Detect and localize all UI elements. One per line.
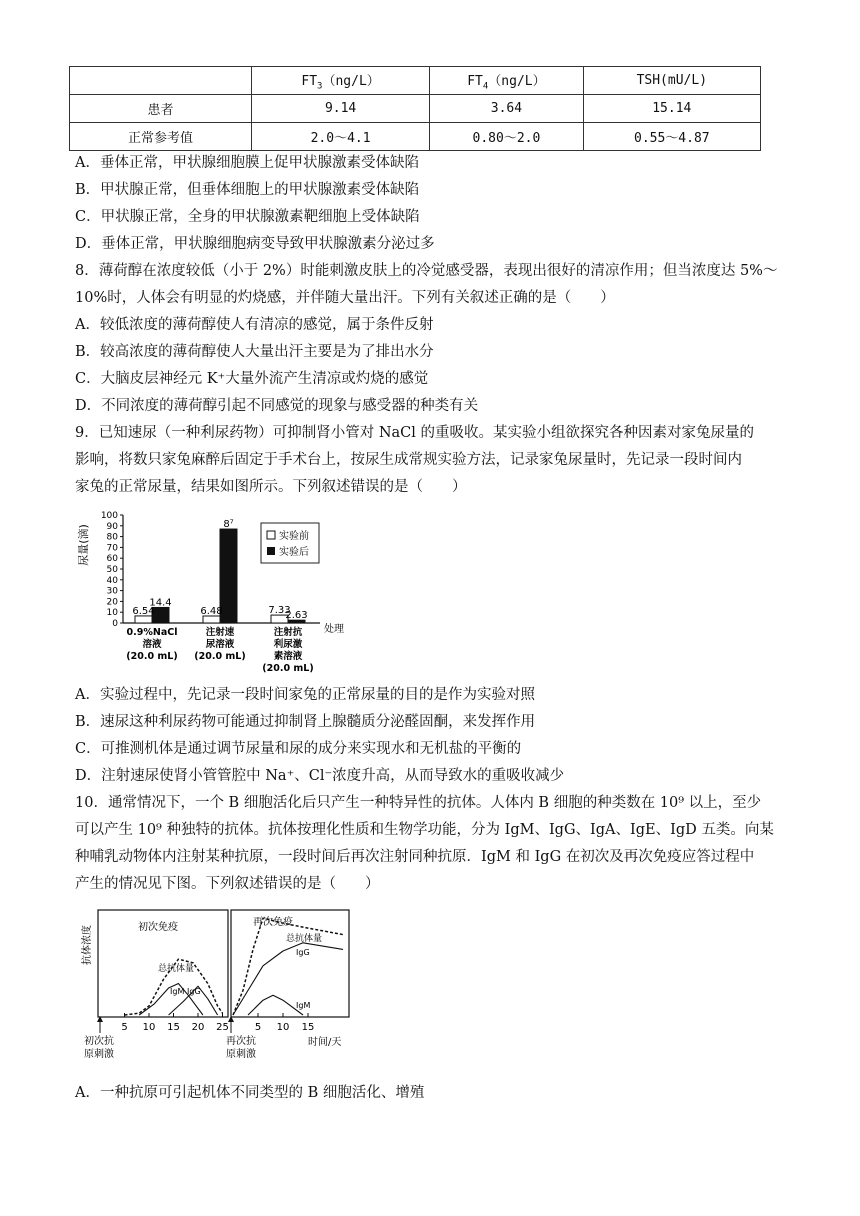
- q10-stem: 种哺乳动物体内注射某种抗原，一段时间后再次注射同种抗原．IgM 和 IgG 在初次及再次免疫应答过程中: [75, 849, 755, 865]
- q10-stem: 10．通常情况下，一个 B 细胞活化后只产生一种特异性的抗体。人体内 B 细胞的种类数在 10⁹ 以上，至少: [75, 795, 762, 811]
- table-cell: 3.64: [430, 95, 583, 123]
- q9-stem: 影响，将数只家兔麻醉后固定于手术台上，按尿生成常规实验方法，记录家兔尿量时，先记录一段时间内: [75, 452, 742, 468]
- panel1-title: 初次免疫: [138, 922, 178, 933]
- q9-stem: 家兔的正常尿量，结果如图所示。下列叙述错误的是（ ）: [75, 479, 467, 495]
- thyroid-lab-table: [69, 66, 761, 151]
- category-label: 注射速: [205, 627, 235, 638]
- y-tick-label: 10: [106, 608, 118, 619]
- x-tick-label: 25: [216, 1022, 229, 1033]
- stim2-label: 原刺激: [226, 1049, 256, 1060]
- stim1-label: 初次抗: [84, 1036, 114, 1047]
- q9-stem: 9．已知速尿（一种利尿药物）可抑制肾小管对 NaCl 的重吸收。某实验小组欲探究各种因素对家兔尿量的: [75, 425, 755, 441]
- category-label: (20.0 mL): [126, 651, 178, 662]
- q10-stem: 可以产生 10⁹ 种独特的抗体。抗体按理化性质和生物学功能，分为 IgM、IgG、IgA、IgE、IgD 五类。向某: [75, 822, 774, 838]
- q10-stem: 产生的情况见下图。下列叙述错误的是（ ）: [75, 876, 380, 892]
- chart2-ylabel: 抗体浓度: [82, 925, 93, 965]
- bar-data-label: 8⁷: [223, 519, 234, 531]
- q8-option-d: D．不同浓度的薄荷醇引起不同感觉的现象与感受器的种类有关: [75, 398, 479, 414]
- bar-data-label: 2.63: [285, 610, 308, 622]
- y-tick-label: 50: [106, 565, 118, 575]
- category-label: 利尿激: [273, 639, 303, 650]
- q9-option-b: B．速尿这种利尿药物可能通过抑制肾上腺髓质分泌醛固酮，来发挥作用: [75, 714, 536, 730]
- q7-option-c: C．甲状腺正常，全身的甲状腺激素靶细胞上受体缺陷: [75, 209, 420, 225]
- table-cell: 2.0～4.1: [251, 123, 429, 151]
- table-cell: 正常参考值: [70, 123, 252, 151]
- urine-volume-bar-chart: [75, 505, 365, 675]
- q9-option-a: A．实验过程中，先记录一段时间家兔的正常尿量的目的是作为实验对照: [75, 687, 535, 703]
- table-header-tsh: TSH(mU/L): [583, 67, 760, 95]
- y-tick-label: 70: [106, 543, 118, 554]
- q10-option-a: A．一种抗原可引起机体不同类型的 B 细胞活化、增殖: [75, 1085, 425, 1101]
- q7-option-b: B．甲状腺正常，但垂体细胞上的甲状腺激素受体缺陷: [75, 182, 420, 198]
- curve-igm: [248, 995, 303, 1015]
- category-label: 尿溶液: [205, 639, 235, 650]
- x-tick-label: 15: [301, 1022, 315, 1033]
- y-tick-label: 40: [106, 575, 118, 586]
- table-cell: 9.14: [251, 95, 429, 123]
- chart1-xlabel: 处理: [324, 624, 344, 635]
- q8-option-b: B．较高浓度的薄荷醇使人大量出汗主要是为了排出水分: [75, 344, 434, 360]
- category-label: 素溶液: [273, 651, 303, 662]
- y-tick-label: 60: [106, 554, 118, 565]
- y-tick-label: 30: [106, 586, 118, 597]
- table-cell: [70, 67, 252, 95]
- y-tick-label: 80: [106, 532, 118, 543]
- bar-data-label: 6.48: [200, 606, 223, 618]
- x-tick-label: 10: [142, 1022, 156, 1033]
- curve-total: [233, 918, 343, 1015]
- legend-swatch-before: [267, 531, 275, 539]
- bar-data-label: 7.33: [268, 605, 291, 617]
- label-igm-2: IgM: [296, 1001, 311, 1010]
- category-label: 溶液: [142, 639, 162, 650]
- chart1-ylabel: 尿量(滴): [77, 524, 90, 566]
- stim2-label: 再次抗: [226, 1036, 256, 1047]
- panel2-title: 再次免疫: [253, 917, 293, 928]
- bar-data-label: 6.54: [132, 605, 155, 617]
- table-header-row: [70, 67, 761, 95]
- label-igg-2: IgG: [296, 948, 310, 957]
- q8-stem: 8．薄荷醇在浓度较低（小于 2%）时能刺激皮肤上的冷觉感受器，表现出很好的清凉作用；但当浓度达 5%～: [75, 263, 778, 279]
- legend-label-before: 实验前: [279, 531, 309, 542]
- table-row: [70, 95, 761, 123]
- q7-option-a: A．垂体正常，甲状腺细胞膜上促甲状腺激素受体缺陷: [75, 155, 419, 171]
- antibody-response-chart: [78, 905, 378, 1065]
- y-tick-label: 100: [100, 511, 118, 521]
- y-tick-label: 20: [106, 597, 118, 608]
- y-tick-label: 0: [112, 619, 118, 629]
- x-tick-label: 10: [276, 1022, 290, 1033]
- table-header-ft4: $FT_4(ng/L)$: [430, 67, 583, 95]
- bar-data-label: 14.4: [149, 597, 172, 609]
- category-label: 0.9%NaCl: [126, 627, 178, 638]
- x-tick-label: 15: [167, 1022, 180, 1033]
- table-row: [70, 123, 761, 151]
- x-tick-label: 5: [121, 1022, 128, 1033]
- legend-swatch-after: [267, 547, 275, 555]
- q8-option-a: A．较低浓度的薄荷醇使人有清凉的感觉，属于条件反射: [75, 317, 434, 333]
- x-tick-label: 5: [254, 1022, 262, 1033]
- table-cell: 0.55～4.87: [583, 123, 760, 151]
- q8-option-c: C．大脑皮层神经元 K⁺大量外流产生清凉或灼烧的感觉: [75, 371, 429, 387]
- table-cell: 0.80～2.0: [430, 123, 583, 151]
- category-label: 注射抗: [273, 627, 303, 638]
- y-tick-label: 90: [106, 521, 118, 532]
- label-igm-1: IgM: [170, 987, 185, 996]
- table-cell: 患者: [70, 95, 252, 123]
- label-total-2: 总抗体量: [286, 934, 323, 944]
- category-label: (20.0 mL): [194, 651, 246, 662]
- x-tick-label: 20: [191, 1022, 205, 1033]
- label-igg-1: IgG: [187, 987, 201, 996]
- label-total-1: 总抗体量: [158, 964, 195, 974]
- category-label: (20.0 mL): [262, 663, 314, 674]
- stim1-label: 原刺激: [84, 1049, 114, 1060]
- q8-stem: 10%时，人体会有明显的灼烧感，并伴随大量出汗。下列有关叙述正确的是（ ）: [75, 290, 615, 306]
- q7-option-d: D．垂体正常，甲状腺细胞病变导致甲状腺激素分泌过多: [75, 236, 435, 252]
- legend-label-after: 实验后: [279, 547, 309, 558]
- q9-option-c: C．可推测机体是通过调节尿量和尿的成分来实现水和无机盐的平衡的: [75, 741, 522, 757]
- bar-before: [135, 616, 152, 623]
- table-header-ft3: $FT_3(ng/L)$: [251, 67, 429, 95]
- q9-option-d: D．注射速尿使肾小管管腔中 Na⁺、Cl⁻浓度升高，从而导致水的重吸收减少: [75, 768, 565, 784]
- chart2-xlabel: 时间/天: [308, 1037, 342, 1048]
- bar-before: [203, 616, 220, 623]
- table-cell: 15.14: [583, 95, 760, 123]
